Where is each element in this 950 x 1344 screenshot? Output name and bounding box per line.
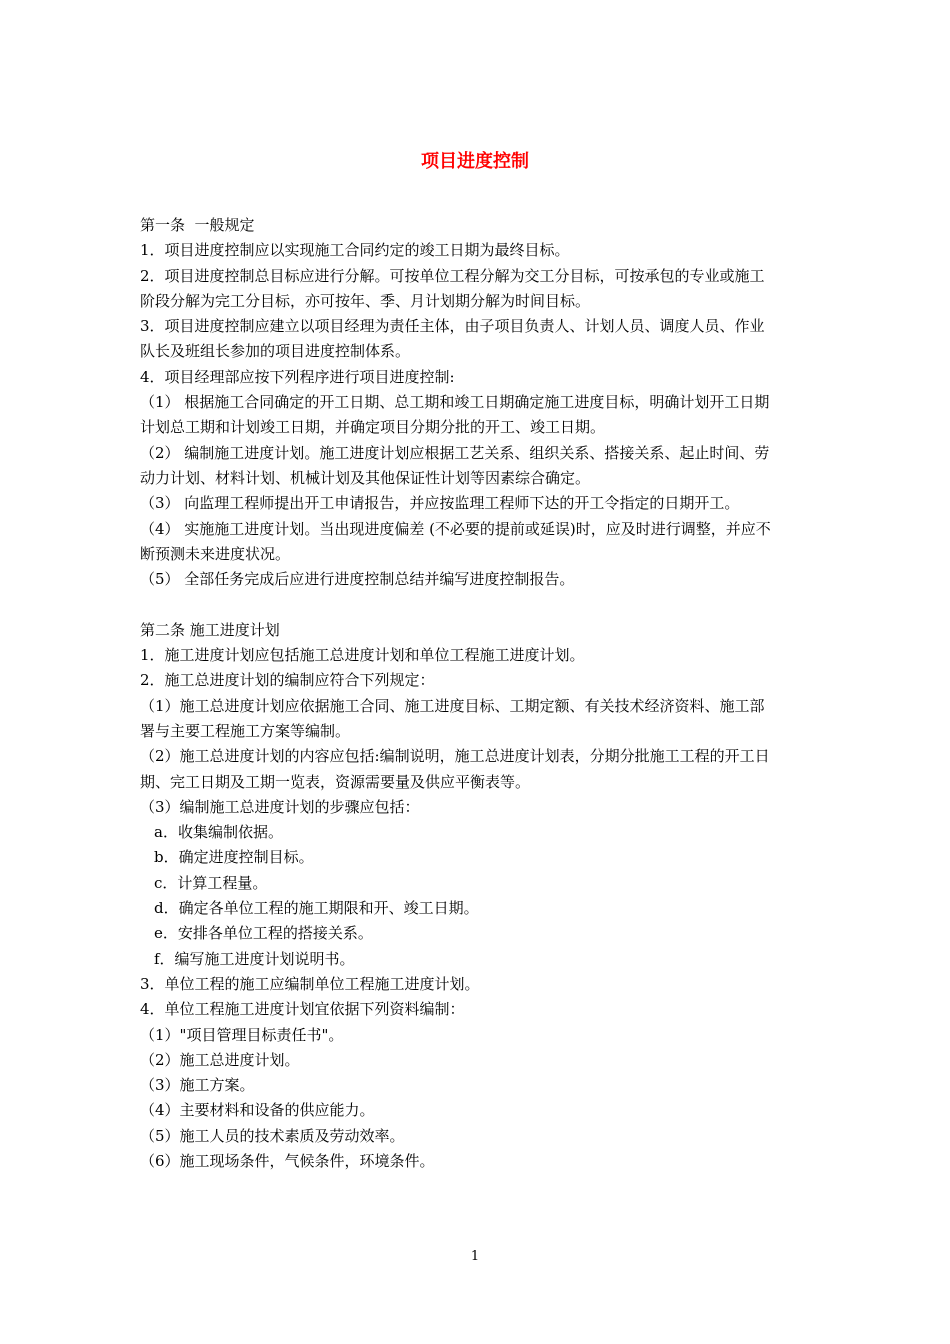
paragraph-line: （6）施工现场条件，气候条件，环境条件。 [140,1151,435,1170]
paragraph-line: （2）施工总进度计划的内容应包括:编制说明，施工总进度计划表，分期分批施工工程的开工日 [140,747,770,766]
paragraph-line: （5）施工人员的技术素质及劳动效率。 [140,1126,405,1145]
spacer [140,592,840,617]
paragraph-line: （1） 根据施工合同确定的开工日期、总工期和竣工日期确定施工进度目标，明确计划开工日期 [140,393,770,412]
page-title: 项目进度控制 [421,151,529,172]
paragraph-line: 署与主要工程施工方案等编制。 [140,721,351,740]
paragraph-line: （3）编制施工总进度计划的步骤应包括： [140,797,420,816]
paragraph-line: 计划总工期和计划竣工日期，并确定项目分期分批的开工、竣工日期。 [140,418,606,437]
list-item: d．确定各单位工程的施工期限和开、竣工日期。 [154,899,479,918]
paragraph-line: 队长及班组长参加的项目进度控制体系。 [140,342,411,361]
page-number: 1 [470,1249,480,1264]
paragraph-line: （2） 编制施工进度计划。施工进度计划应根据工艺关系、组织关系、搭接关系、起止时间、劳 [140,443,770,462]
paragraph-line: （1）"项目管理目标责任书"。 [140,1025,344,1044]
paragraph-line: 4．项目经理部应按下列程序进行项目进度控制: [140,367,455,386]
section-heading: 第二条 施工进度计划 [140,620,280,639]
paragraph-line: 动力计划、材料计划、机械计划及其他保证性计划等因素综合确定。 [140,468,591,487]
list-item: a．收集编制依据。 [154,823,283,842]
paragraph-line: （5） 全部任务完成后应进行进度控制总结并编写进度控制报告。 [140,570,575,589]
paragraph-line: 期、完工日期及工期一览表，资源需要量及供应平衡表等。 [140,772,531,791]
list-item: e．安排各单位工程的搭接关系。 [154,924,373,943]
paragraph-line: 断预测未来进度状况。 [140,544,291,563]
paragraph-line: 3．单位工程的施工应编制单位工程施工进度计划。 [140,974,480,993]
paragraph-line: 1．施工进度计划应包括施工总进度计划和单位工程施工进度计划。 [140,646,585,665]
document-body [140,213,840,1174]
paragraph-line: （1）施工总进度计划应依据施工合同、施工进度目标、工期定额、有关技术经济资料、施工部 [140,696,765,715]
paragraph-line: （2）施工总进度计划。 [140,1050,300,1069]
paragraph-line: （4） 实施施工进度计划。当出现进度偏差 (不必要的提前或延误)时，应及时进行调整，并应不 [140,519,771,538]
paragraph-line: 1．项目进度控制应以实现施工合同约定的竣工日期为最终目标。 [140,241,570,260]
paragraph-line: （3）施工方案。 [140,1076,255,1095]
paragraph-line: 3．项目进度控制应建立以项目经理为责任主体，由子项目负责人、计划人员、调度人员、作业 [140,317,765,336]
paragraph-line: （4）主要材料和设备的供应能力。 [140,1101,375,1120]
section-heading: 第一条 一般规定 [140,216,255,234]
paragraph-line: （3） 向监理工程师提出开工申请报告，并应按监理工程师下达的开工令指定的日期开工。 [140,494,740,513]
paragraph-line: 4．单位工程施工进度计划宜依据下列资料编制： [140,1000,465,1019]
list-item: c．计算工程量。 [154,873,268,892]
paragraph-line: 2．施工总进度计划的编制应符合下列规定： [140,671,435,690]
list-item: b．确定进度控制目标。 [154,848,314,867]
paragraph-line: 2．项目进度控制总目标应进行分解。可按单位工程分解为交工分目标，可按承包的专业或施工 [140,266,765,285]
list-item: f．编写施工进度计划说明书。 [154,949,355,968]
paragraph-line: 阶段分解为完工分目标，亦可按年、季、月计划期分解为时间目标。 [140,291,591,310]
